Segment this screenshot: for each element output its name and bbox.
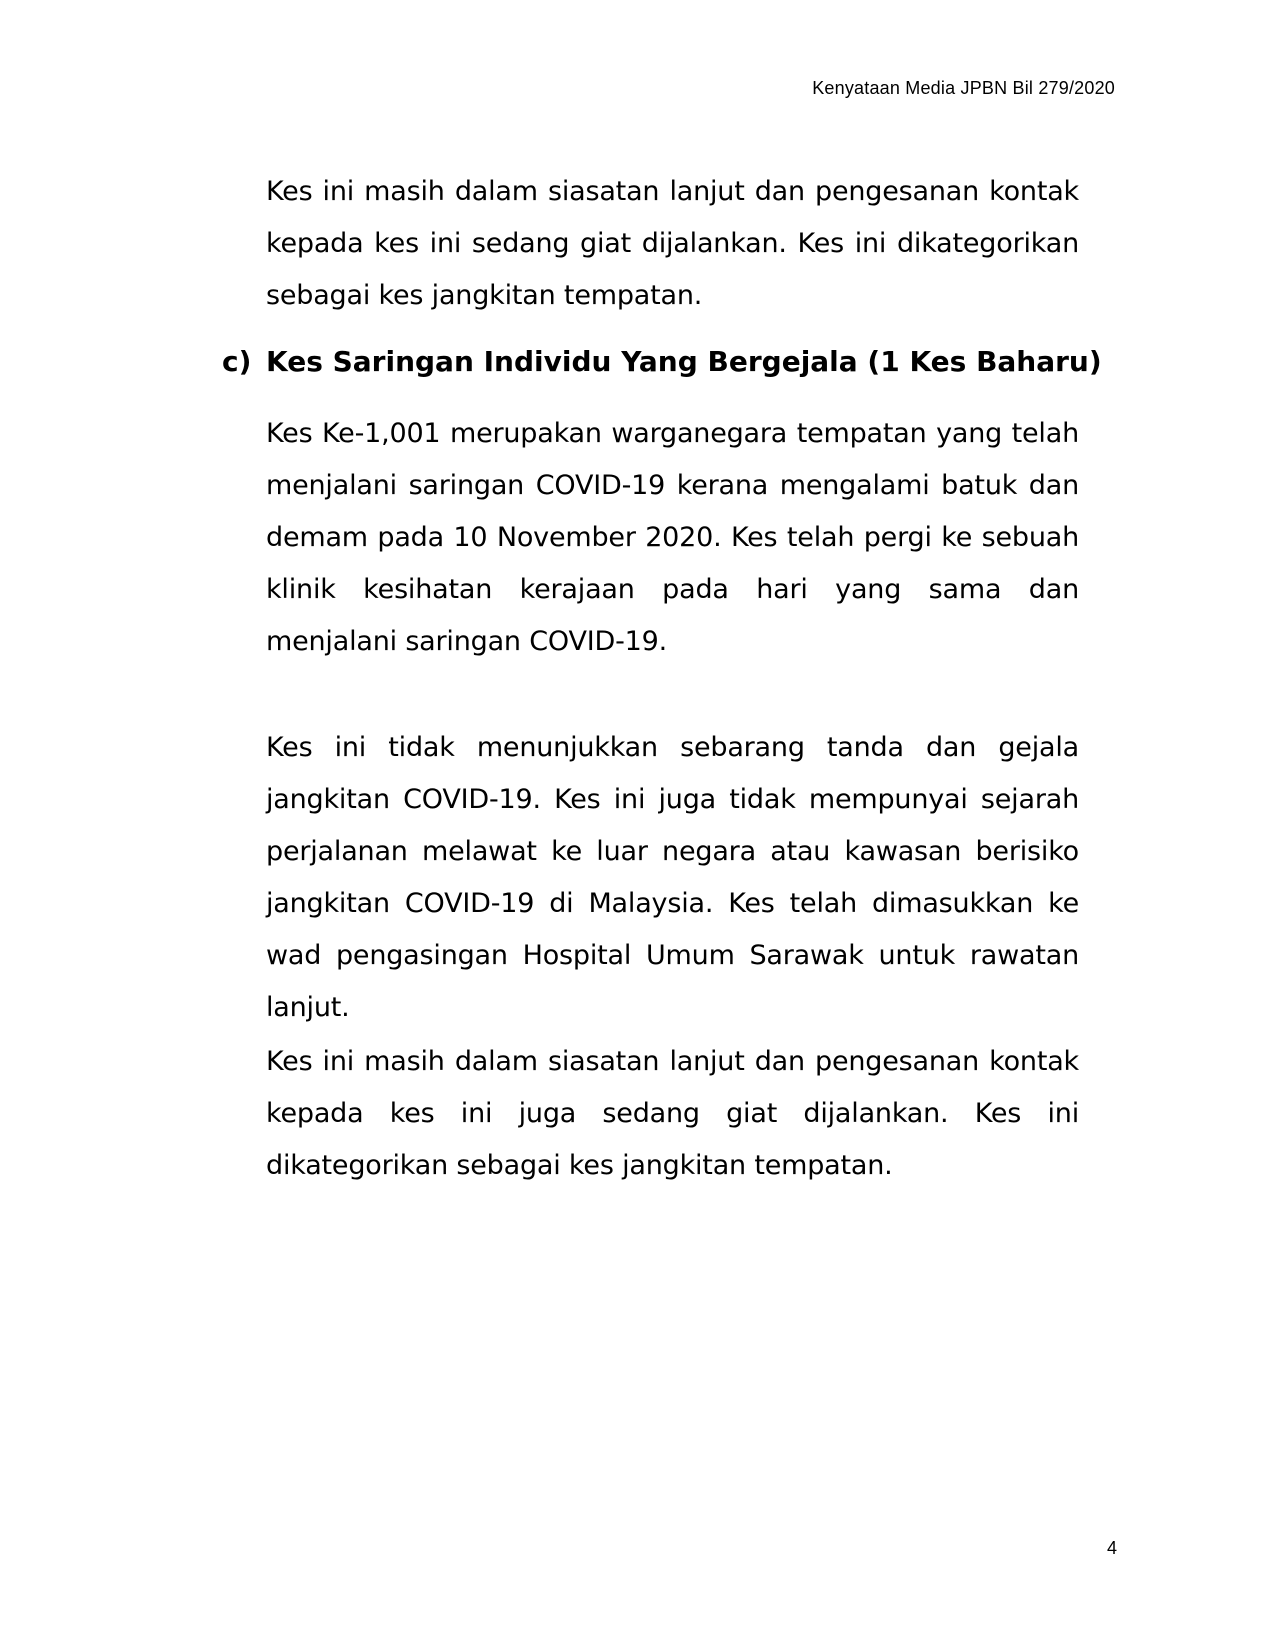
paragraph-investigation: Kes ini masih dalam siasatan lanjut dan pengesanan kontak kepada kes ini juga sedang giat dijalankan. Kes ini dikategorikan sebagai kes jangkitan tempatan. <box>266 1046 1079 1181</box>
document-reference: Kenyataan Media JPBN Bil 279/2020 <box>812 78 1115 98</box>
section-marker: c) <box>222 345 252 378</box>
paragraph-case-description: Kes Ke-1,001 merupakan warganegara tempatan yang telah menjalani saringan COVID-19 kerana mengalami batuk dan demam pada 10 November 2020. Kes telah pergi ke sebuah klinik kesihatan kerajaan pada hari yang sama dan menjalani saringan COVID-19. <box>266 418 1079 657</box>
page-number: 4 <box>1106 1538 1117 1558</box>
paragraph-case-symptoms: Kes ini tidak menunjukkan sebarang tanda dan gejala jangkitan COVID-19. Kes ini juga tidak mempunyai sejarah perjalanan melawat ke luar negara atau kawasan berisiko jangkitan COVID-19 di Malaysia. Kes telah dimasukkan ke wad pengasingan Hospital Umum Sarawak untuk rawatan lanjut. <box>266 732 1079 1023</box>
section-title: Kes Saringan Individu Yang Bergejala (1 Kes Baharu) <box>266 345 1102 378</box>
paragraph-contact-tracing: Kes ini masih dalam siasatan lanjut dan pengesanan kontak kepada kes ini sedang giat dijalankan. Kes ini dikategorikan sebagai kes jangkitan tempatan. <box>266 176 1079 311</box>
section-heading <box>222 342 1102 382</box>
